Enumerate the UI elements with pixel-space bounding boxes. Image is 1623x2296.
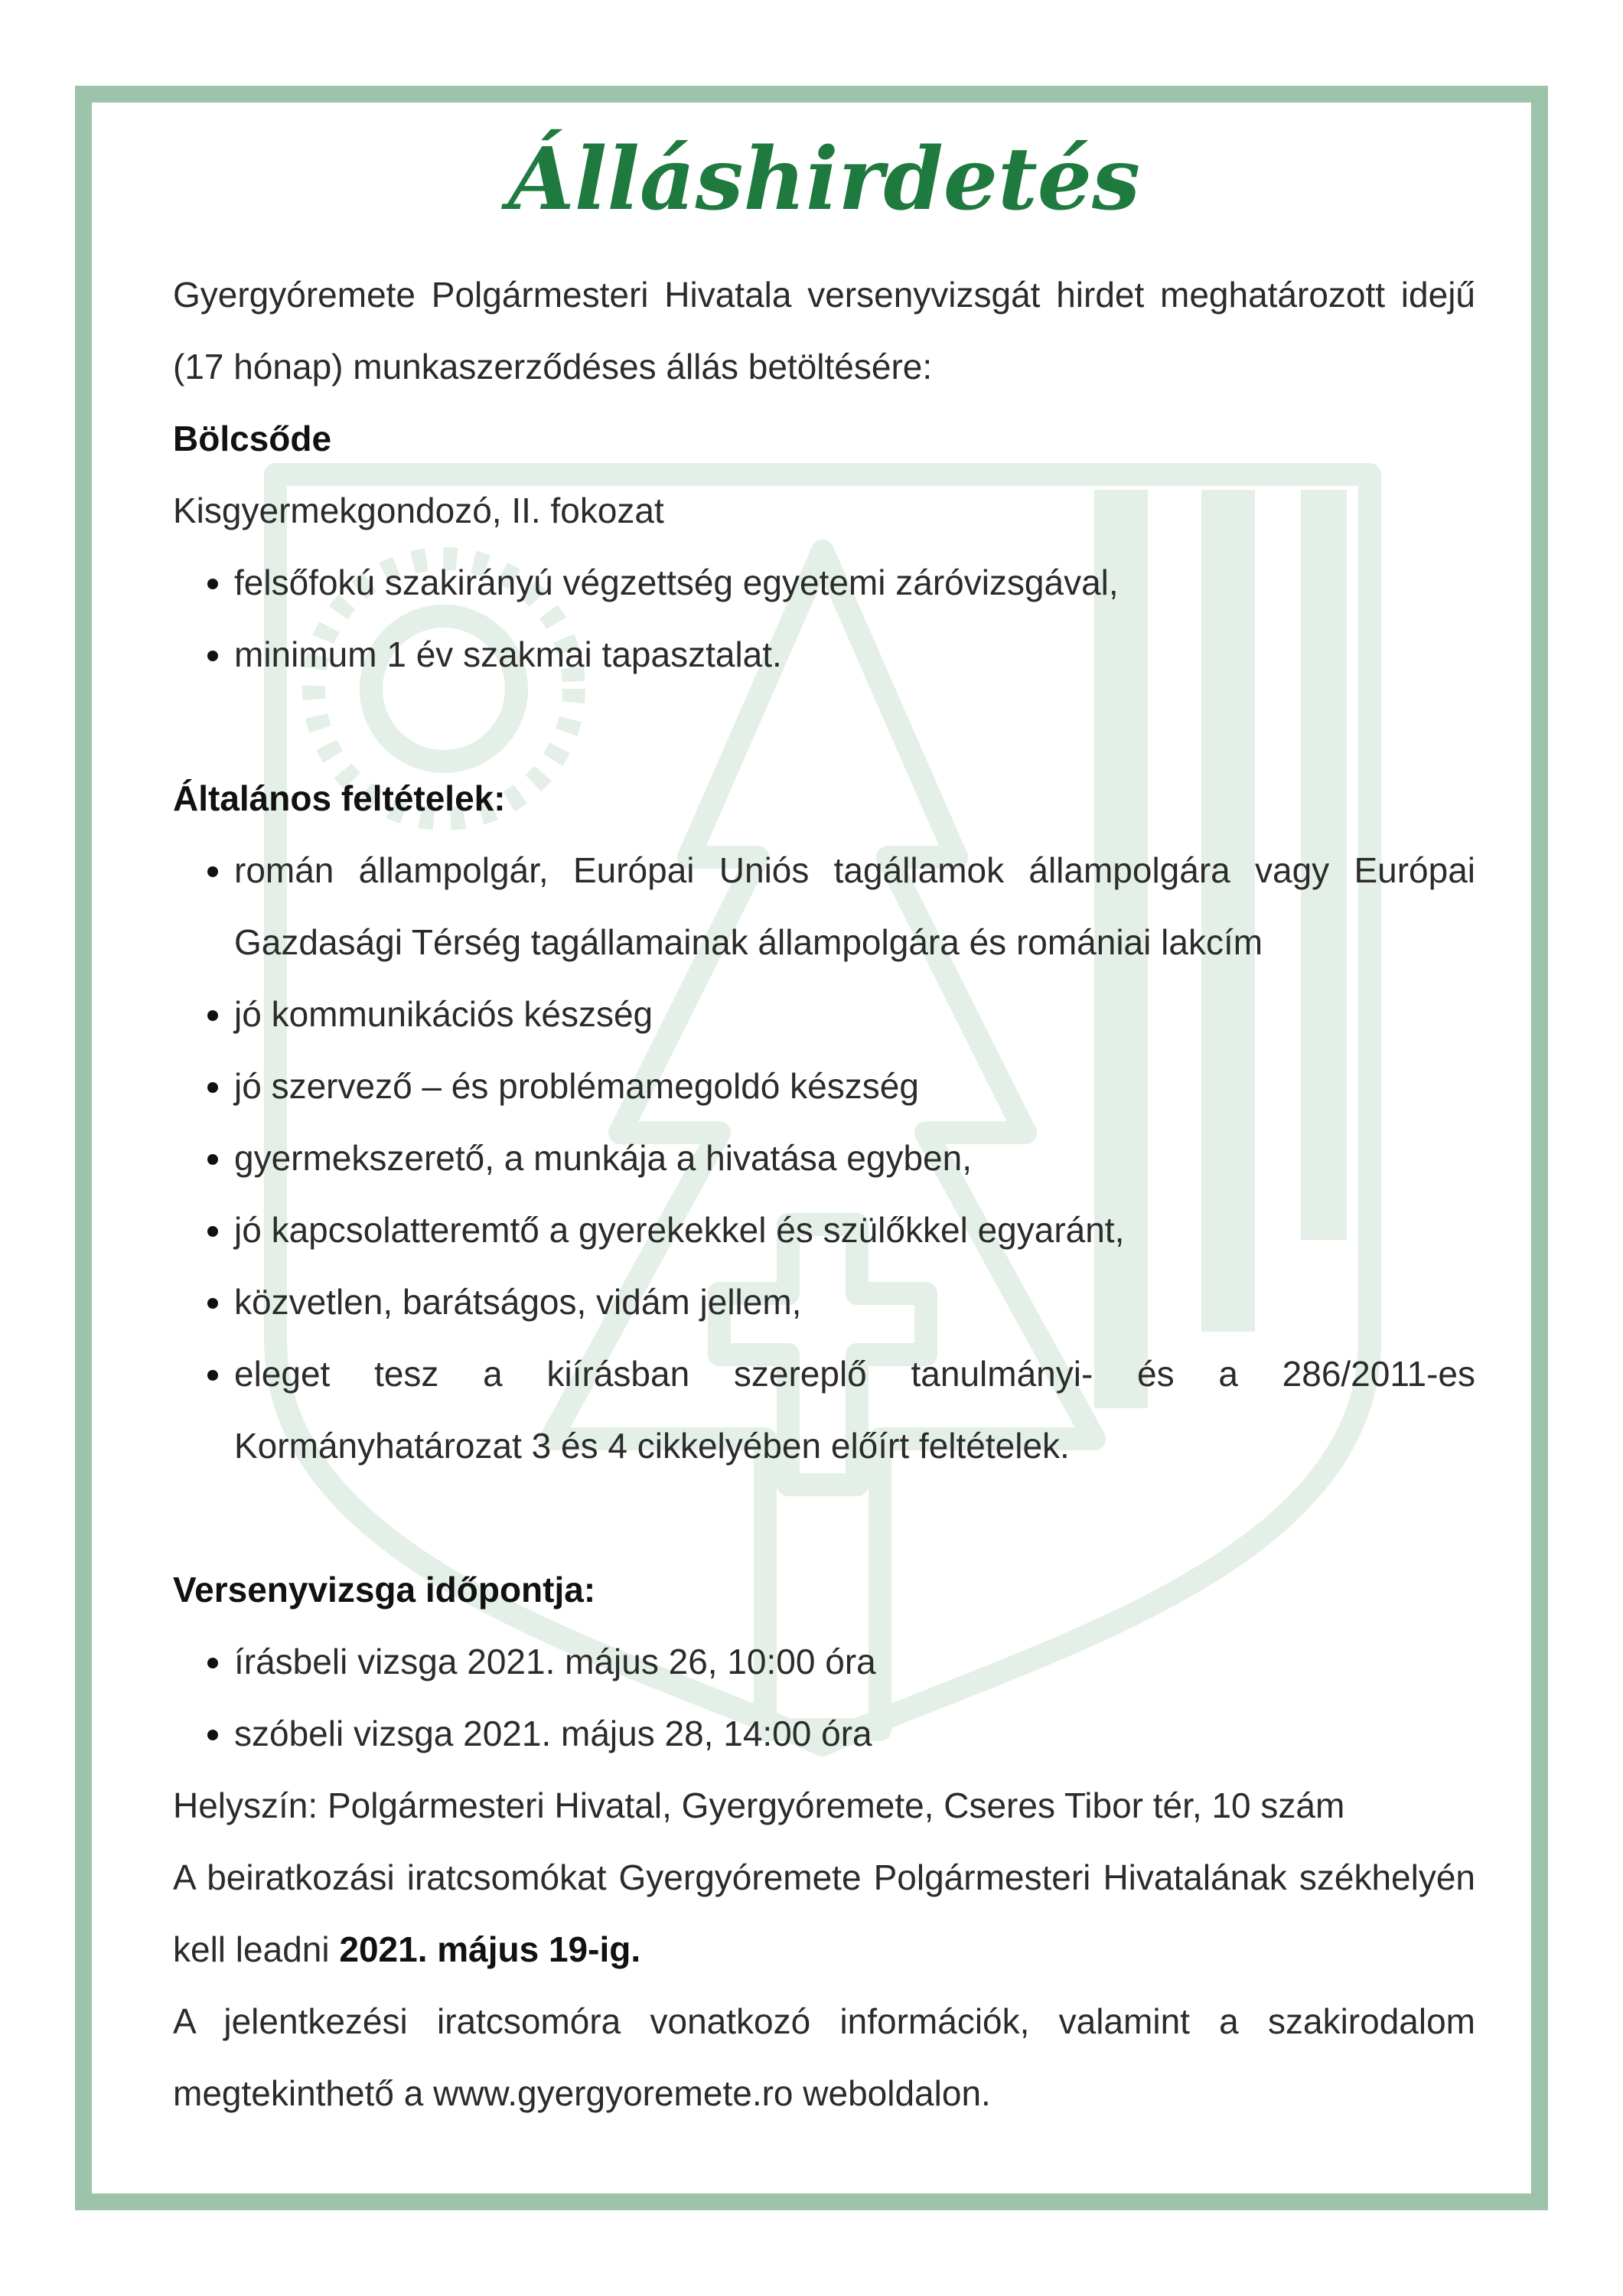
section-heading-general-conditions: Általános feltételek: xyxy=(173,778,506,818)
section-heading-bolcsode: Bölcsőde xyxy=(173,419,332,458)
list-item: • jó kapcsolatteremtő a gyerekekkel és szülőkkel egyaránt, xyxy=(234,1194,1475,1266)
list-item: • román állampolgár, Európai Uniós tagállamok állampolgára vagy Európai Gazdasági Térség tagállamainak állampolgára és romániai lakcím xyxy=(234,834,1475,978)
exam-location: Helyszín: Polgármesteri Hivatal, Gyergyóremete, Cseres Tibor tér, 10 szám xyxy=(173,1786,1345,1825)
intro-paragraph: Gyergyóremete Polgármesteri Hivatala versenyvizsgát hirdet meghatározott idejű (17 hónap) munkaszerződéses állás betöltésére: xyxy=(173,275,1475,386)
exam-dates-list xyxy=(173,1626,1475,1769)
submission-text: A beiratkozási iratcsomókat Gyergyóremete Polgármesteri Hivatalának székhelyén kell leadni xyxy=(173,1857,1475,1969)
section-heading-exam-dates: Versenyvizsga időpontja: xyxy=(173,1570,596,1609)
list-item: • írásbeli vizsga 2021. május 26, 10:00 óra xyxy=(234,1626,1475,1698)
list-item: • felsőfokú szakirányú végzettség egyetemi záróvizsgával, xyxy=(234,546,1475,618)
list-item: • jó kommunikációs készség xyxy=(234,978,1475,1050)
requirements-list xyxy=(173,546,1475,690)
position-title: Kisgyermekgondozó, II. fokozat xyxy=(173,491,664,530)
submission-paragraph xyxy=(173,1841,1475,1985)
info-paragraph: A jelentkezési iratcsomóra vonatkozó információk, valamint a szakirodalom megtekinthető a www.gyergyoremete.ro weboldalon. xyxy=(173,2001,1475,2113)
list-item: • szóbeli vizsga 2021. május 28, 14:00 óra xyxy=(234,1698,1475,1769)
list-item: • közvetlen, barátságos, vidám jellem, xyxy=(234,1266,1475,1338)
list-item: • jó szervező – és problémamegoldó készség xyxy=(234,1050,1475,1122)
general-conditions-list xyxy=(173,834,1475,1482)
list-item: • minimum 1 év szakmai tapasztalat. xyxy=(234,618,1475,690)
list-item: • eleget tesz a kiírásban szereplő tanulmányi- és a 286/2011-es Kormányhatározat 3 és 4 cikkelyében előírt feltételek. xyxy=(234,1338,1475,1482)
list-item: • gyermekszerető, a munkája a hivatása egyben, xyxy=(234,1122,1475,1194)
document-body xyxy=(173,122,1475,2129)
page-title: Álláshirdetés xyxy=(507,129,1141,230)
submission-deadline: 2021. május 19-ig. xyxy=(339,1929,641,1969)
